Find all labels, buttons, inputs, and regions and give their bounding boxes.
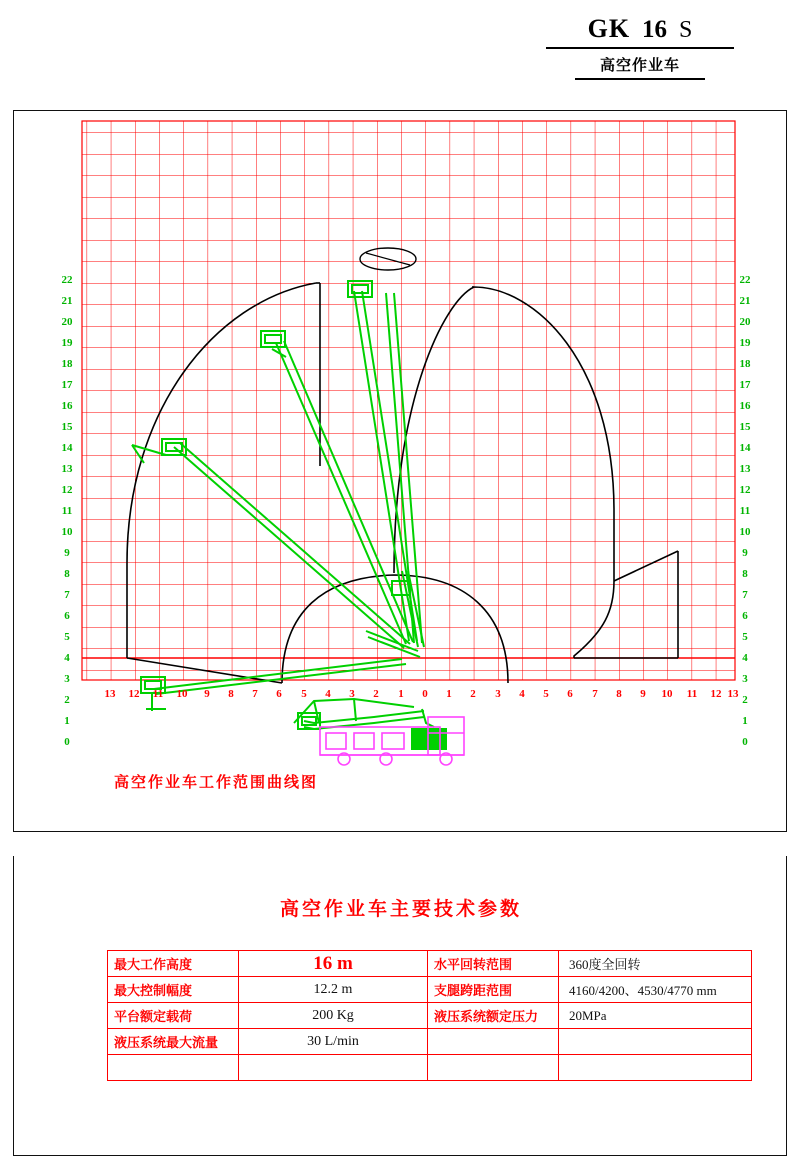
table-row: [108, 951, 752, 977]
spec-title: 高空作业车主要技术参数: [279, 899, 522, 920]
spec-label: 最大控制幅度: [108, 977, 239, 1003]
spec-value: [239, 1055, 428, 1081]
spec-label: 最大工作高度: [108, 951, 239, 977]
table-row: [108, 1029, 752, 1055]
spec-value: [559, 1055, 752, 1081]
working-range-diagram-frame: [13, 110, 787, 832]
spec-value: 200 Kg: [239, 1003, 428, 1029]
spec-value: 360度全回转: [559, 951, 752, 977]
spec-value: 16 m: [239, 951, 428, 977]
spec-value: [559, 1029, 752, 1055]
spec-table: [107, 950, 752, 1081]
model-mark: GK: [587, 14, 631, 43]
table-row: [108, 1003, 752, 1029]
working-range-svg: [14, 111, 787, 832]
model-number: 16: [642, 16, 668, 43]
spec-label: 支腿跨距范围: [428, 977, 559, 1003]
spec-section: [13, 856, 787, 1156]
spec-label: [108, 1055, 239, 1081]
table-row: [108, 977, 752, 1003]
grid-lines: [82, 121, 735, 680]
spec-value: 4160/4200、4530/4770 mm: [559, 977, 752, 1003]
spec-value: 12.2 m: [239, 977, 428, 1003]
product-subtitle: 高空作业车: [575, 54, 705, 80]
working-range-plot: 22 21 20 19 18 17 16 15 14 13 12 11 10 9 8 7 6 5 4 3 2 1 0 22 21 20 19 18 17 16 15 14 13 12 11 10 9 8 7 6 5 4 3 2 1 0 13 12 11 10 9 8 7 6 5 4 3 2 1 0 1 2 3 4 5 6 7 8 9 10 11 12 13 高空作业车工作范围曲线图: [14, 111, 787, 832]
spec-value: 20MPa: [559, 1003, 752, 1029]
model-designation: [546, 14, 734, 49]
spec-value: 30 L/min: [239, 1029, 428, 1055]
spec-label: 平台额定载荷: [108, 1003, 239, 1029]
title-block: [546, 14, 734, 80]
table-row: [108, 1055, 752, 1081]
model-suffix: S: [679, 17, 693, 43]
spec-label: [428, 1055, 559, 1081]
spec-label: 液压系统额定压力: [428, 1003, 559, 1029]
spec-label: 水平回转范围: [428, 951, 559, 977]
spec-label: [428, 1029, 559, 1055]
spec-label: 液压系统最大流量: [108, 1029, 239, 1055]
diagram-caption: 高空作业车工作范围曲线图: [114, 774, 319, 791]
